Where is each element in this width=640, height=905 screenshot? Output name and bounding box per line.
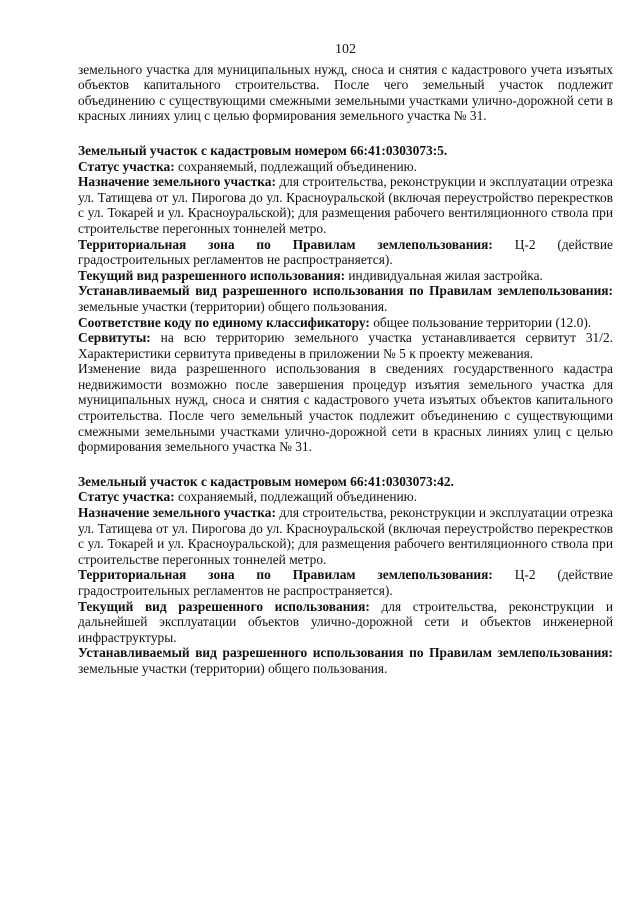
zone-label: Территориальная зона по Правилам землепользования: — [78, 236, 493, 252]
status-label: Статус участка: — [78, 489, 175, 505]
status-label: Статус участка: — [78, 158, 175, 174]
status-value: сохраняемый, подлежащий объединению. — [174, 489, 418, 505]
zone-value: Ц-2 (действие градостроительных регламентов не распространяется). — [78, 567, 613, 598]
parcel-zone — [78, 567, 613, 598]
zone-value: Ц-2 (действие градостроительных регламентов не распространяется). — [78, 236, 613, 268]
servitude-label: Сервитуты: — [78, 330, 151, 346]
parcel-change-text: Изменение вида разрешенного использования в сведениях государственного кадастра недвижимости возможно после завершения процедур изъятия земельного участка для муниципальных нужд, сноса и снятия с кадастрового учета изъятых объектов капитального строительства. После чего земельный участок подлежит объединению с существующими смежными земельными участками улично-дорожной сети в красных линиях улиц с целью формирования земельного участка № 31. — [78, 361, 613, 455]
parcel-heading: Земельный участок с кадастровым номером 66:41:0303073:42. — [78, 473, 454, 489]
parcel-classifier — [78, 315, 613, 331]
set-use-label: Устанавливаемый вид разрешенного использования по Правилам землепользования: — [78, 283, 613, 299]
intro-paragraph: земельного участка для муниципальных нужд, сноса и снятия с кадастрового учета изъятых объектов капитального строительства. После чего земельный участок подлежит объединению с существующими смежными земельными участками улично-дорожной сети в красных линиях улиц с целью формирования земельного участка № 31. — [78, 61, 613, 124]
current-use-label: Текущий вид разрешенного использования: — [78, 267, 346, 283]
parcel-status — [78, 159, 613, 175]
zone-label: Территориальная зона по Правилам землепользования: — [78, 567, 493, 583]
parcel-servitude — [78, 330, 613, 361]
status-value: сохраняемый, подлежащий объединению. — [174, 158, 418, 174]
classifier-label: Соответствие коду по единому классификатору: — [78, 314, 370, 330]
parcel-zone — [78, 237, 613, 268]
parcel-section-2 — [78, 474, 613, 677]
set-use-label: Устанавливаемый вид разрешенного использования по Правилам землепользования: — [78, 645, 613, 661]
parcel-purpose — [78, 174, 613, 236]
purpose-label: Назначение земельного участка: — [78, 505, 276, 521]
purpose-label: Назначение земельного участка: — [78, 174, 276, 190]
classifier-value: общее пользование территории (12.0). — [369, 314, 592, 330]
servitude-value: на всю территорию земельного участка устанавливается сервитут 31/2. Характеристики сервитута приведены в приложении № 5 к проекту межевания. — [78, 330, 613, 361]
parcel-status — [78, 489, 613, 505]
current-use-value: индивидуальная жилая застройка. — [345, 267, 543, 283]
parcel-current-use — [78, 599, 613, 646]
parcel-heading: Земельный участок с кадастровым номером 66:41:0303073:5. — [78, 142, 448, 158]
parcel-section-1 — [78, 143, 613, 455]
purpose-value: для строительства, реконструкции и эксплуатации отрезка ул. Татищева от ул. Пирогова до ул. Красноуральской (включая переустройство перекрестков с ул. Токарей и ул. Красноуральской); для размещения рабочего вентиляционного ствола при строительстве перегонных тоннелей метро. — [78, 174, 613, 236]
parcel-purpose — [78, 505, 613, 567]
set-use-value: земельные участки (территории) общего пользования. — [78, 660, 388, 676]
set-use-value: земельные участки (территории) общего пользования. — [78, 298, 388, 314]
purpose-value: для строительства, реконструкции и эксплуатации отрезка ул. Татищева от ул. Пирогова до ул. Красноуральской (включая переустройство перекрестков с ул. Токарей и ул. Красноуральской); для размещения рабочего вентиляционного ствола при строительстве перегонных тоннелей метро. — [78, 505, 613, 567]
current-use-label: Текущий вид разрешенного использования: — [78, 598, 370, 614]
current-use-value: для строительства, реконструкции и дальнейшей эксплуатации объектов улично-дорожной сети и объектов инженерной инфраструктуры. — [78, 598, 614, 645]
page-number: 102 — [335, 42, 356, 57]
parcel-current-use — [78, 268, 613, 284]
parcel-set-use — [78, 645, 613, 676]
parcel-set-use — [78, 283, 613, 314]
